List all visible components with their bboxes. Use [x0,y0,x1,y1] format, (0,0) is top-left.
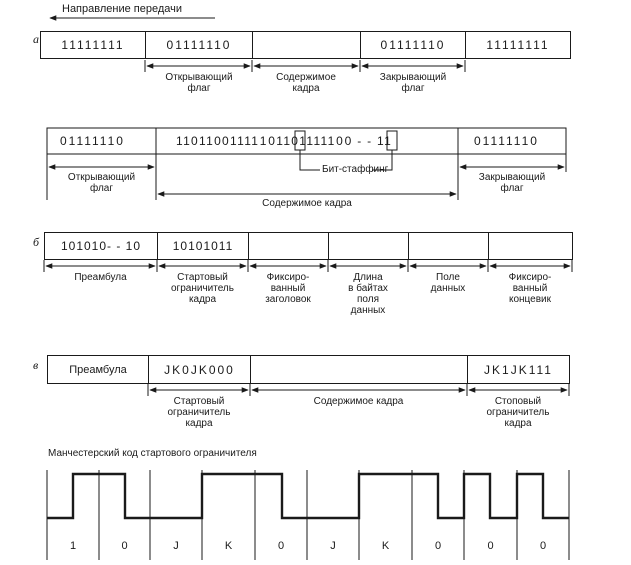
a2-open-flag: 01111110 [60,134,125,148]
manchester-symbol: J [330,540,336,552]
b-header-label: Фиксиро- ванный заголовок [265,272,311,305]
a2-close-flag-label: Закрывающий флаг [478,172,546,194]
v-stop-delimiter: JK1JK111 [467,355,570,384]
a1-content-label: Содержимое кадра [276,72,336,94]
v-preamble: Преамбула [47,355,149,384]
v-start-label: Стартовый ограничитель кадра [167,396,231,429]
manchester-symbol: 0 [539,540,547,552]
v-content-label: Содержимое кадра [313,396,404,407]
b-length [328,232,409,260]
section-b-label: б [33,235,40,249]
a1-content [252,31,361,59]
manchester-waveform [47,474,569,518]
manchester-symbol: 0 [121,540,128,552]
b-length-label: Длина в байтах поля данных [348,272,388,316]
b-sfd-label: Стартовый ограничитель кадра [171,272,234,305]
stuffing-pointer [300,150,320,170]
manchester-symbol: K [381,540,390,552]
v-start-delimiter: JK0JK000 [148,355,251,384]
manchester-symbol: 0 [487,540,494,552]
direction-label: Направление передачи [62,3,183,15]
manchester-symbol: 0 [434,540,442,552]
section-a-label: а [33,32,39,46]
bit-stuffing-label: Бит-стаффинг [322,164,389,175]
b-sfd: 10101011 [157,232,249,260]
a1-close-flag-label: Закрывающий флаг [379,72,447,94]
manchester-symbol: 1 [69,540,77,552]
b-preamble: 101010- - 10 [44,232,158,260]
b-data-label: Поле данных [430,272,466,294]
a1-field-1: 11111111 [40,31,146,59]
v-content [250,355,468,384]
a2-content-bits: 11011001111101101111100 - - 11 [176,134,393,148]
a2-close-flag: 01111110 [474,134,539,148]
b-trailer [488,232,573,260]
stuffed-bit-1: 1 [259,134,268,148]
b-trailer-label: Фиксиро- ванный концевик [508,272,552,305]
b-header [248,232,329,260]
manchester-symbol: J [173,540,179,552]
stuffed-bit-2: 0 [336,134,345,148]
a1-open-flag-label: Открывающий флаг [165,72,233,94]
b-data [408,232,489,260]
a2-open-flag-label: Открывающий флаг [67,172,136,194]
manchester-title: Манчестерский код стартового ограничителя [48,448,257,459]
v-stop-label: Стоповый ограничитель кадра [486,396,550,429]
section-v-label: в [33,358,39,372]
a1-field-5: 11111111 [465,31,571,59]
manchester-symbol: K [224,540,233,552]
a1-close-flag: 01111110 [360,31,466,59]
manchester-symbol: 0 [277,540,285,552]
a1-open-flag: 01111110 [145,31,253,59]
b-preamble-label: Преамбула [74,272,127,283]
a2-content-label: Содержимое кадра [262,198,352,209]
